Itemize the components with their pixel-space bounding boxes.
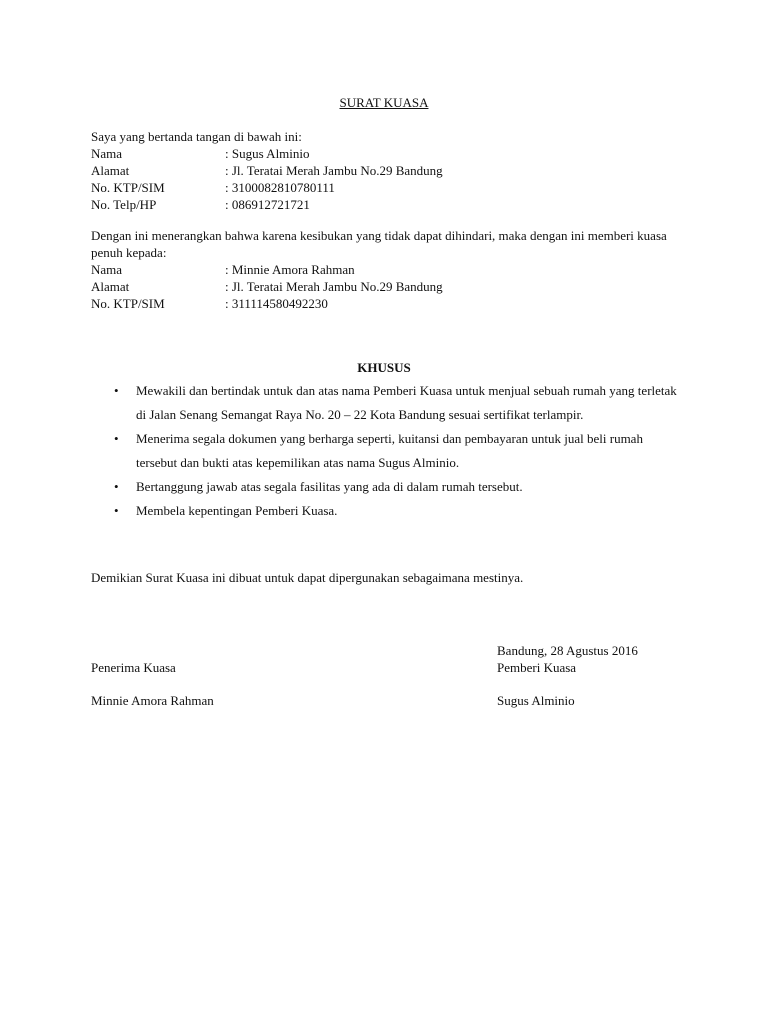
grantor-row-phone [91,196,681,213]
list-item [114,499,684,523]
grantor-role: Pemberi Kuasa [497,660,577,675]
field-label: No. KTP/SIM [91,296,165,311]
grantor-signature-block [497,642,638,709]
grantor-section [91,128,681,213]
list-item-text: Membela kepentingan Pemberi Kuasa. [136,503,338,518]
grantee-name: Minnie Amora Rahman [91,693,214,708]
field-label: Nama [91,146,123,161]
grantee-signature-block [91,659,214,709]
list-item [114,475,684,499]
grantor-row-address [91,162,681,179]
grantee-row-id [91,295,681,312]
special-heading: KHUSUS [357,360,411,375]
bullet-icon: • [114,503,119,518]
field-value: : 311114580492230 [225,296,328,311]
bullet-icon: • [114,479,119,494]
grantee-section [91,227,681,312]
grantee-row-name [91,261,681,278]
intro-text: Saya yang bertanda tangan di bawah ini: [91,129,302,144]
field-label: No. KTP/SIM [91,180,165,195]
statement-text: Dengan ini menerangkan bahwa karena kesibukan yang tidak dapat dihindari, maka dengan ini memberi kuasa penuh kepada: [91,228,667,260]
document-title: SURAT KUASA [339,95,429,110]
field-value: : Jl. Teratai Merah Jambu No.29 Bandung [225,163,443,178]
grantee-row-address [91,278,681,295]
list-item [114,427,684,475]
grantor-name: Sugus Alminio [497,693,575,708]
list-item-text: Mewakili dan bertindak untuk dan atas nama Pemberi Kuasa untuk menjual sebuah rumah yang terletak di Jalan Senang Semangat Raya No. 20 – 22 Kota Bandung sesuai sertifikat terlampir. [136,383,677,422]
field-label: Alamat [91,279,130,294]
special-list [114,379,684,523]
field-label: Nama [91,262,123,277]
field-value: : Sugus Alminio [225,146,310,161]
field-value: : Minnie Amora Rahman [225,262,355,277]
closing-text: Demikian Surat Kuasa ini dibuat untuk dapat dipergunakan sebagaimana mestinya. [91,570,524,585]
grantor-row-id [91,179,681,196]
field-value: : 086912721721 [225,197,310,212]
field-value: : 3100082810780111 [225,180,335,195]
list-item [114,379,684,427]
place-date: Bandung, 28 Agustus 2016 [497,643,638,658]
grantor-row-name [91,145,681,162]
field-label: Alamat [91,163,130,178]
bullet-icon: • [114,431,119,446]
field-label: No. Telp/HP [91,197,157,212]
bullet-icon: • [114,383,119,398]
list-item-text: Bertanggung jawab atas segala fasilitas yang ada di dalam rumah tersebut. [136,479,523,494]
field-value: : Jl. Teratai Merah Jambu No.29 Bandung [225,279,443,294]
list-item-text: Menerima segala dokumen yang berharga seperti, kuitansi dan pembayaran untuk jual beli rumah tersebut dan bukti atas kepemilikan atas nama Sugus Alminio. [136,431,643,470]
grantee-role: Penerima Kuasa [91,660,176,675]
